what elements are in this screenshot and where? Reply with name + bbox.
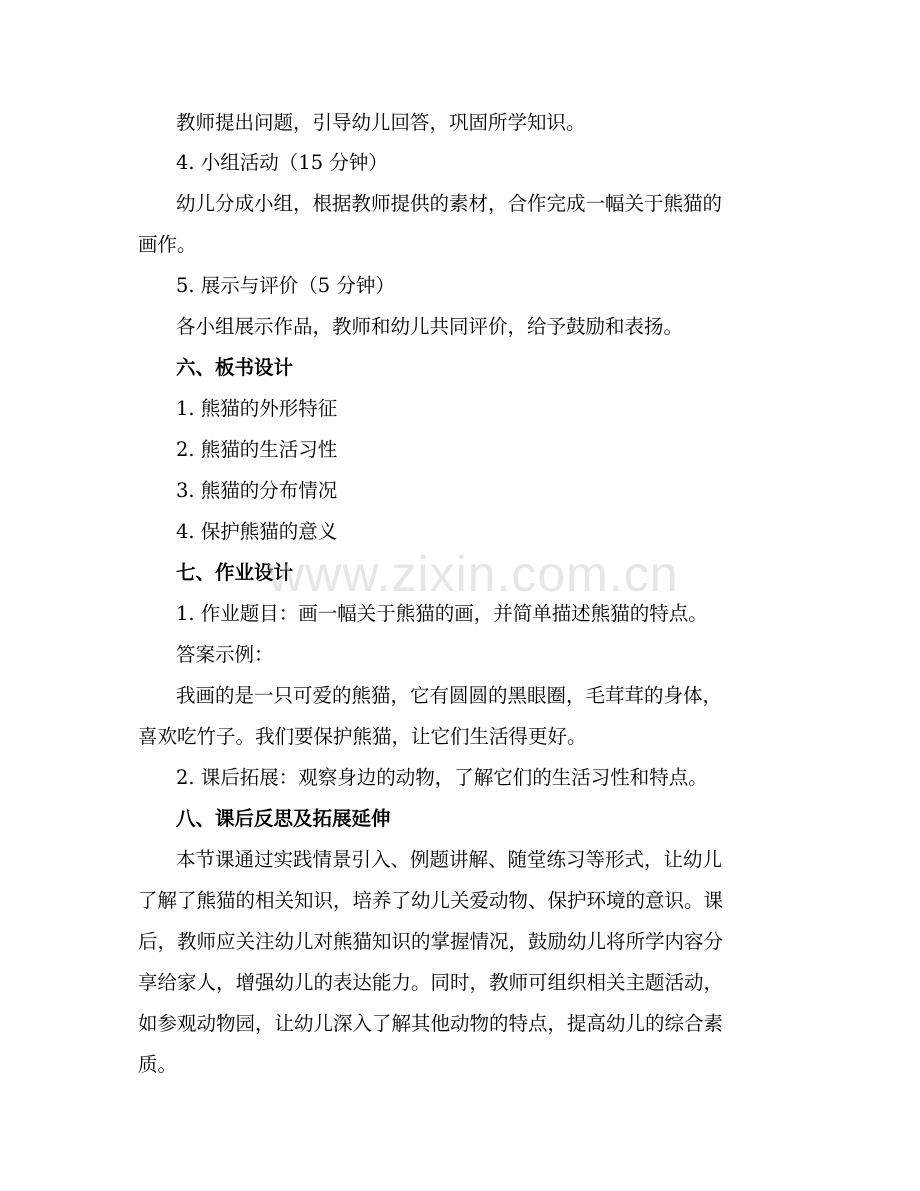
list-item: 2. 熊猫的生活习性 — [176, 438, 338, 461]
section-heading: 六、板书设计 — [176, 356, 294, 379]
watermark: www.zixin.com.cn — [268, 546, 679, 602]
list-item: 5. 展示与评价（5 分钟） — [176, 274, 395, 297]
paragraph-line: 本节课通过实践情景引入、例题讲解、随堂练习等形式，让幼儿 — [176, 848, 723, 871]
section-heading: 八、课后反思及拓展延伸 — [176, 807, 391, 830]
paragraph-line: 答案示例： — [176, 643, 274, 666]
paragraph-line: 质。 — [138, 1053, 178, 1076]
paragraph-line: 了解了熊猫的相关知识，培养了幼儿关爱动物、保护环境的意识。课 — [138, 889, 724, 912]
list-item: 1. 熊猫的外形特征 — [176, 397, 338, 420]
paragraph-line: 我画的是一只可爱的熊猫，它有圆圆的黑眼圈，毛茸茸的身体， — [176, 684, 723, 707]
list-item: 4. 保护熊猫的意义 — [176, 520, 338, 543]
list-item: 4. 小组活动（15 分钟） — [176, 151, 388, 174]
paragraph-line: 幼儿分成小组，根据教师提供的素材，合作完成一幅关于熊猫的 — [176, 192, 723, 215]
list-item: 2. 课后拓展：观察身边的动物，了解它们的生活习性和特点。 — [176, 766, 708, 789]
list-item: 3. 熊猫的分布情况 — [176, 479, 338, 502]
paragraph-line: 画作。 — [138, 233, 197, 256]
paragraph-line: 教师提出问题，引导幼儿回答，巩固所学知识。 — [176, 111, 586, 134]
paragraph-line: 各小组展示作品，教师和幼儿共同评价，给予鼓励和表扬。 — [176, 315, 684, 338]
paragraph-line: 后，教师应关注幼儿对熊猫知识的掌握情况，鼓励幼儿将所学内容分 — [138, 930, 724, 953]
paragraph-line: 享给家人，增强幼儿的表达能力。同时，教师可组织相关主题活动， — [138, 971, 724, 994]
list-item: 1. 作业题目：画一幅关于熊猫的画，并简单描述熊猫的特点。 — [176, 602, 708, 625]
section-heading: 七、作业设计 — [176, 561, 294, 584]
paragraph-line: 如参观动物园，让幼儿深入了解其他动物的特点，提高幼儿的综合素 — [138, 1012, 724, 1035]
paragraph-line: 喜欢吃竹子。我们要保护熊猫，让它们生活得更好。 — [138, 725, 587, 748]
